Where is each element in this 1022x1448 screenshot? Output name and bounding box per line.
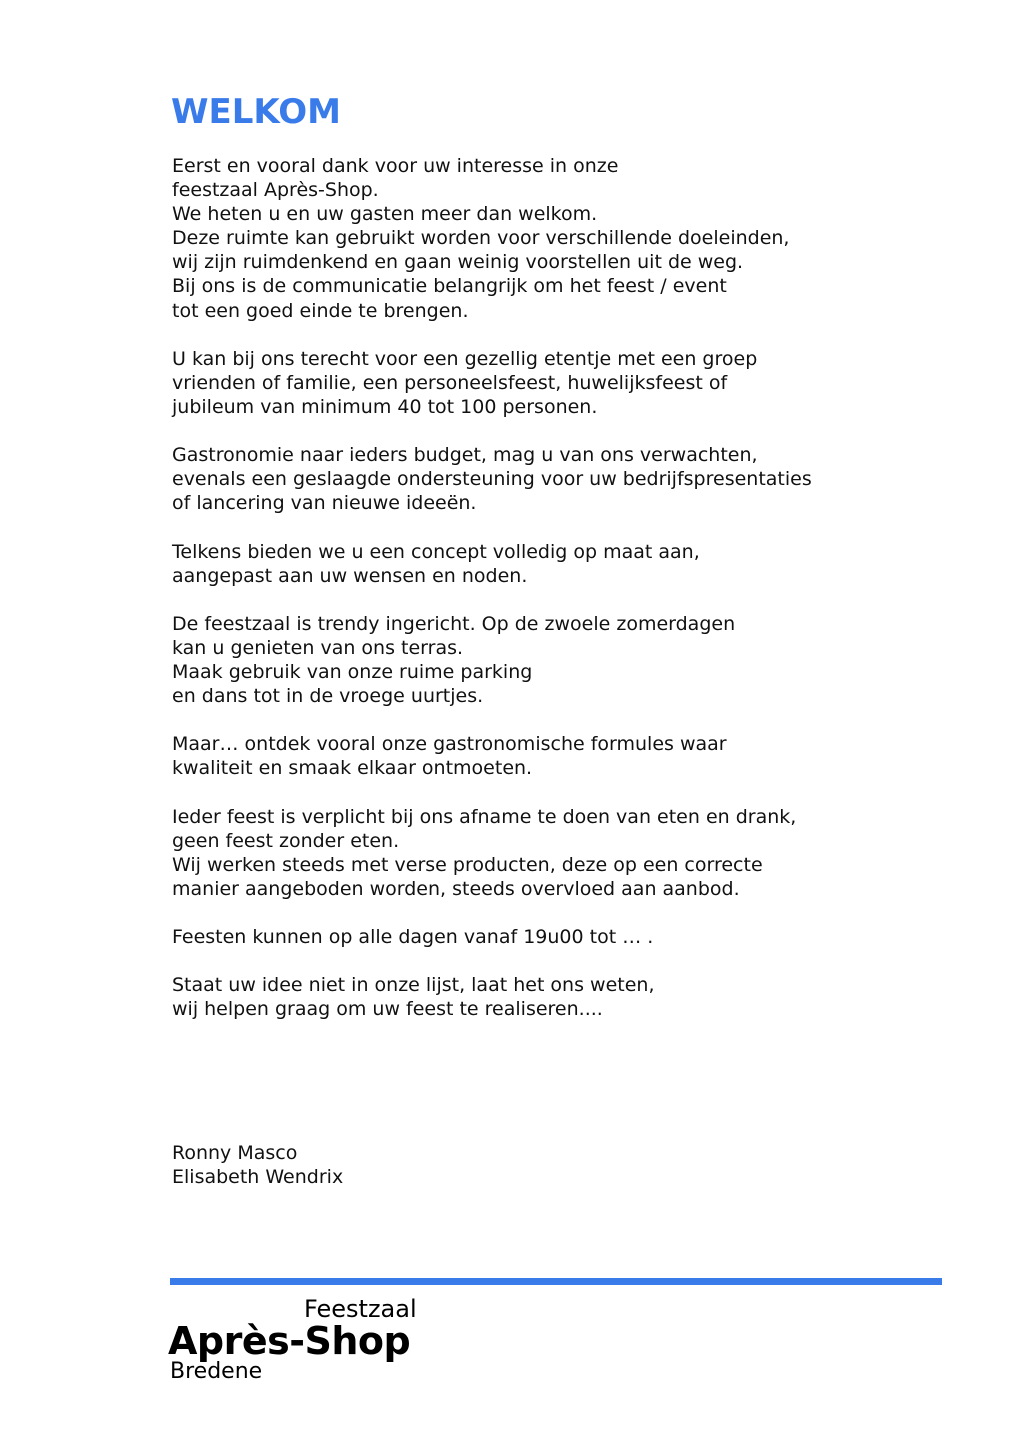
text-line: kwaliteit en smaak elkaar ontmoeten. xyxy=(172,757,533,780)
paragraph-closing xyxy=(172,973,952,1021)
text-line: Gastronomie naar ieders budget, mag u van ons verwachten, xyxy=(172,444,758,467)
text-line: manier aangeboden worden, steeds overvloed aan aanbod. xyxy=(172,877,740,900)
text-line: Staat uw idee niet in onze lijst, laat het ons weten, xyxy=(172,974,655,997)
venue-logo xyxy=(168,1295,428,1390)
text-line: U kan bij ons terecht voor een gezellig etentje met een groep xyxy=(172,347,758,370)
text-line: Wij werken steeds met verse producten, deze op een correcte xyxy=(172,853,763,876)
text-line: Maak gebruik van onze ruime parking xyxy=(172,660,533,683)
text-line: De feestzaal is trendy ingericht. Op de zwoele zomerdagen xyxy=(172,612,736,635)
signature-block xyxy=(172,1141,343,1189)
signature-name: Ronny Masco xyxy=(172,1142,298,1164)
page-title: WELKOM xyxy=(171,92,341,132)
text-line: kan u genieten van ons terras. xyxy=(172,636,464,659)
paragraph-food-policy xyxy=(172,805,952,901)
footer-divider xyxy=(170,1278,942,1285)
text-line: Eerst en vooral dank voor uw interesse in onze xyxy=(172,155,619,177)
text-line: Feesten kunnen op alle dagen vanaf 19u00 tot … . xyxy=(172,926,654,948)
text-line: tot een goed einde te brengen. xyxy=(172,299,469,322)
logo-top-text: Feestzaal xyxy=(304,1295,417,1323)
paragraph-concept xyxy=(172,540,952,588)
text-line: of lancering van nieuwe ideeën. xyxy=(172,492,477,515)
paragraph-venue xyxy=(172,612,952,708)
text-line: jubileum van minimum 40 tot 100 personen. xyxy=(172,395,598,418)
text-line: Deze ruimte kan gebruikt worden voor verschillende doeleinden, xyxy=(172,227,790,250)
paragraph-hours xyxy=(172,925,952,949)
text-line: We heten u en uw gasten meer dan welkom. xyxy=(172,203,598,226)
text-line: evenals een geslaagde ondersteuning voor uw bedrijfspresentaties xyxy=(172,468,812,491)
text-line: Maar… ontdek vooral onze gastronomische formules waar xyxy=(172,733,727,756)
text-line: Bij ons is de communicatie belangrijk om het feest / event xyxy=(172,275,727,298)
text-line: feestzaal Après-Shop. xyxy=(172,179,379,202)
letter-body xyxy=(172,154,952,1021)
text-line: en dans tot in de vroege uurtjes. xyxy=(172,685,484,708)
text-line: geen feest zonder eten. xyxy=(172,829,400,852)
logo-bottom-text: Bredene xyxy=(170,1359,263,1384)
signature-name: Elisabeth Wendrix xyxy=(172,1166,344,1188)
paragraph-gastronomy xyxy=(172,443,952,515)
text-line: vrienden of familie, een personeelsfeest, huwelijksfeest of xyxy=(172,371,728,394)
logo-main-text: Après-Shop xyxy=(168,1319,411,1363)
text-line: Telkens bieden we u een concept volledig op maat aan, xyxy=(172,540,700,563)
text-line: aangepast aan uw wensen en noden. xyxy=(172,564,528,587)
paragraph-intro xyxy=(172,154,952,323)
text-line: Ieder feest is verplicht bij ons afname te doen van eten en drank, xyxy=(172,805,797,828)
text-line: wij helpen graag om uw feest te realiseren.... xyxy=(172,998,603,1021)
text-line: wij zijn ruimdenkend en gaan weinig voorstellen uit de weg. xyxy=(172,251,744,274)
paragraph-occasions xyxy=(172,347,952,419)
paragraph-formulas xyxy=(172,732,952,780)
